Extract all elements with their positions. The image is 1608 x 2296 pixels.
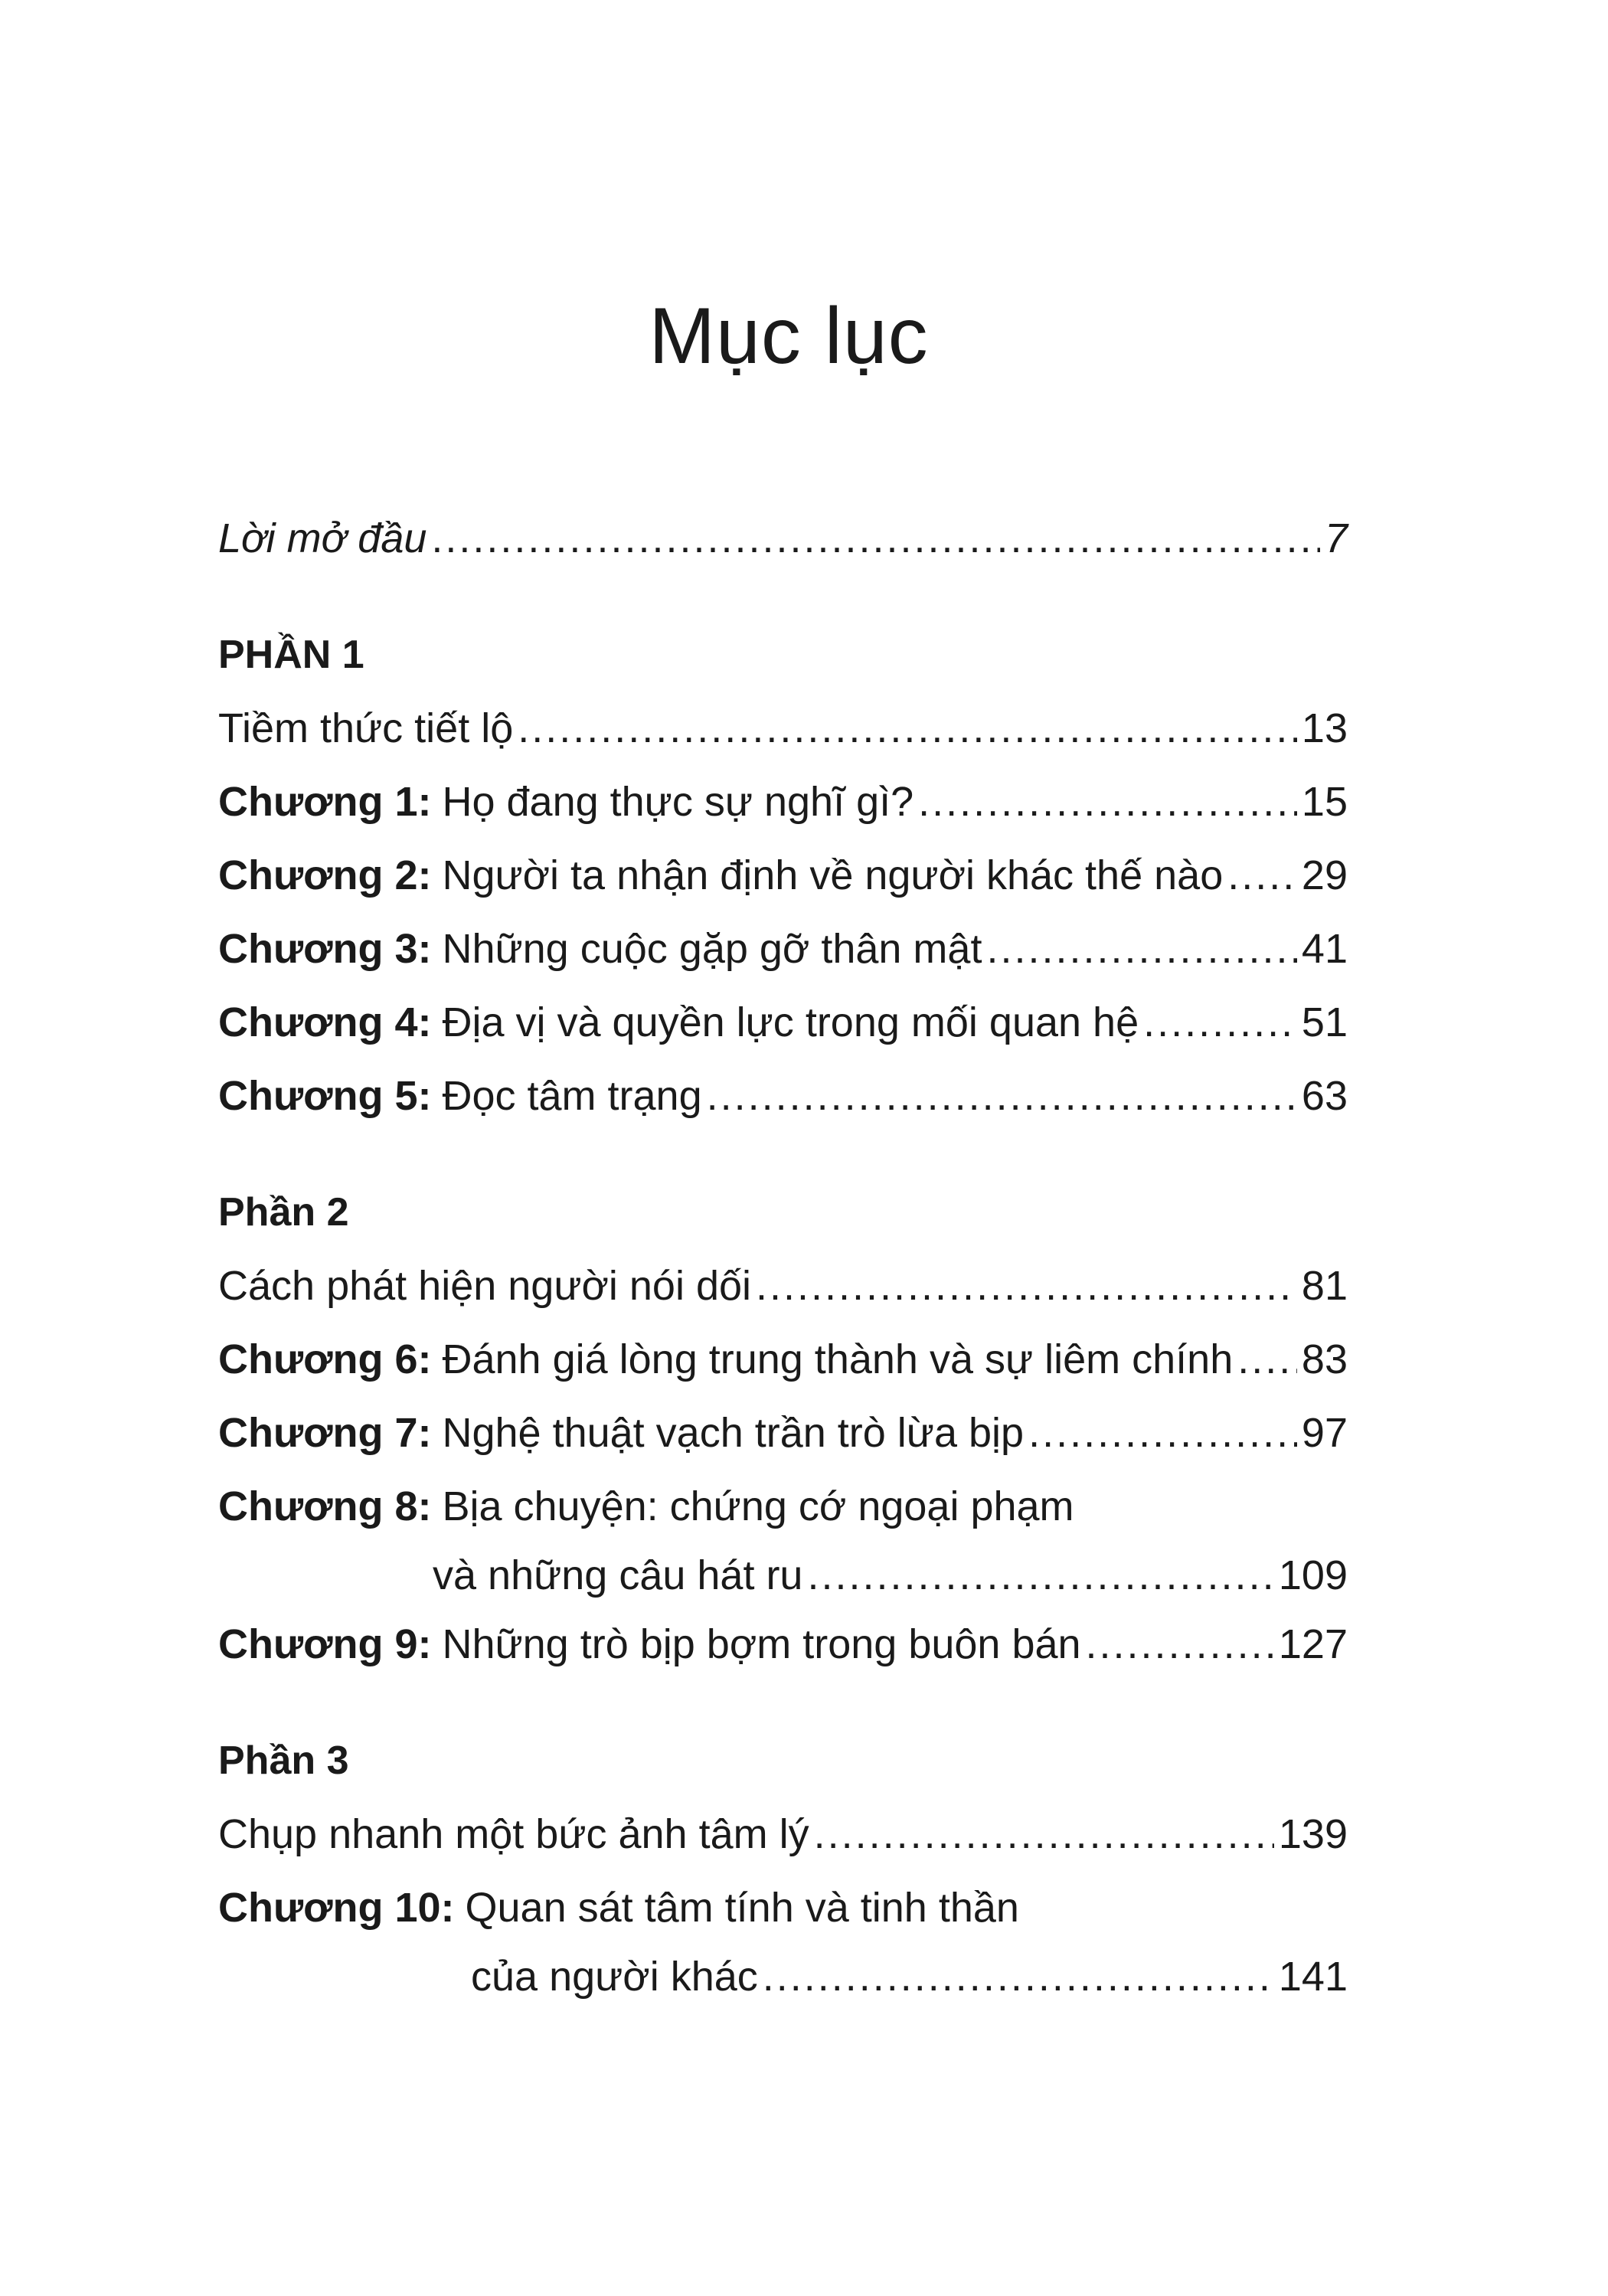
toc-entry-part-intro[interactable]	[218, 692, 1348, 765]
toc-entry-chapter[interactable]	[218, 765, 1348, 839]
chapter-number: Chương 1:	[218, 779, 432, 825]
chapter-title: Đọc tâm trạng	[442, 1073, 702, 1119]
dot-leader	[763, 1944, 1274, 2009]
chapter-number: Chương 5:	[218, 1073, 432, 1119]
dot-leader	[518, 692, 1297, 765]
page-title: Mục lục	[649, 292, 929, 381]
chapter-title: Đánh giá lòng trung thành và sự liêm chính	[442, 1336, 1234, 1382]
toc-entry-chapter[interactable]	[218, 1871, 1348, 2009]
toc-entry-chapter[interactable]	[218, 1396, 1348, 1470]
chapter-title: Những trò bịp bợm trong buôn bán	[442, 1621, 1081, 1667]
dot-leader	[807, 1543, 1273, 1608]
page-number: 29	[1301, 852, 1348, 898]
chapter-title: Người ta nhận định về người khác thế nào	[442, 852, 1224, 898]
toc-entry-chapter[interactable]	[218, 1323, 1348, 1396]
chapter-number: Chương 10:	[218, 1885, 455, 1931]
dot-leader	[756, 1249, 1297, 1323]
page-number: 83	[1301, 1336, 1348, 1382]
toc-entry-chapter[interactable]	[218, 1608, 1348, 1681]
entry-label: Cách phát hiện người nói dối	[218, 1263, 752, 1309]
chapter-title: Quan sát tâm tính và tinh thần	[465, 1885, 1019, 1931]
part-heading: Phần 3	[218, 1738, 349, 1783]
table-of-contents	[218, 502, 1348, 2009]
toc-entry-chapter[interactable]	[218, 912, 1348, 986]
page-number: 51	[1301, 999, 1348, 1045]
entry-label: Tiềm thức tiết lộ	[218, 705, 514, 751]
page-number: 63	[1301, 1073, 1348, 1119]
page-number: 13	[1301, 705, 1348, 751]
part-heading: PHẦN 1	[218, 633, 364, 677]
chapter-number: Chương 3:	[218, 926, 432, 972]
dot-leader	[1028, 1396, 1297, 1470]
dot-leader	[431, 502, 1320, 575]
toc-entry-part-intro[interactable]	[218, 1797, 1348, 1871]
chapter-title: Bịa chuyện: chứng cớ ngoại phạm	[442, 1483, 1074, 1529]
dot-leader	[918, 765, 1297, 839]
toc-entry-part-intro[interactable]	[218, 1249, 1348, 1323]
chapter-number: Chương 2:	[218, 852, 432, 898]
chapter-title-continuation: và những câu hát ru	[433, 1552, 803, 1598]
chapter-number: Chương 6:	[218, 1336, 432, 1382]
toc-entry-chapter[interactable]	[218, 1059, 1348, 1133]
dot-leader	[1143, 986, 1297, 1059]
toc-entry-chapter[interactable]	[218, 986, 1348, 1059]
toc-entry-preface[interactable]	[218, 502, 1348, 575]
dot-leader	[1086, 1608, 1274, 1681]
toc-entry-chapter[interactable]	[218, 839, 1348, 912]
toc-entry-chapter[interactable]	[218, 1470, 1348, 1608]
chapter-number: Chương 7:	[218, 1410, 432, 1456]
dot-leader	[986, 912, 1296, 986]
entry-label: Lời mở đầu	[218, 515, 427, 561]
entry-label: Chụp nhanh một bức ảnh tâm lý	[218, 1811, 809, 1857]
part-heading: Phần 2	[218, 1190, 349, 1235]
dot-leader	[1237, 1323, 1297, 1396]
dot-leader	[1227, 839, 1297, 912]
page-number: 81	[1301, 1263, 1348, 1309]
chapter-title-continuation: của người khác	[471, 1954, 758, 2000]
page-number: 127	[1278, 1621, 1348, 1667]
page-number: 41	[1301, 926, 1348, 972]
chapter-number: Chương 9:	[218, 1621, 432, 1667]
dot-leader	[814, 1797, 1274, 1871]
chapter-title: Những cuộc gặp gỡ thân mật	[442, 926, 982, 972]
chapter-number: Chương 4:	[218, 999, 432, 1045]
dot-leader	[707, 1059, 1297, 1133]
chapter-title: Nghệ thuật vạch trần trò lừa bịp	[442, 1410, 1025, 1456]
chapter-number: Chương 8:	[218, 1483, 432, 1529]
page-number: 7	[1324, 515, 1348, 561]
page-number: 97	[1301, 1410, 1348, 1456]
page-number: 139	[1278, 1811, 1348, 1857]
chapter-title: Địa vị và quyền lực trong mối quan hệ	[442, 999, 1139, 1045]
page-number: 15	[1301, 779, 1348, 825]
page-number: 141	[1278, 1954, 1348, 2000]
page-number: 109	[1278, 1552, 1348, 1598]
chapter-title: Họ đang thực sự nghĩ gì?	[442, 779, 914, 825]
